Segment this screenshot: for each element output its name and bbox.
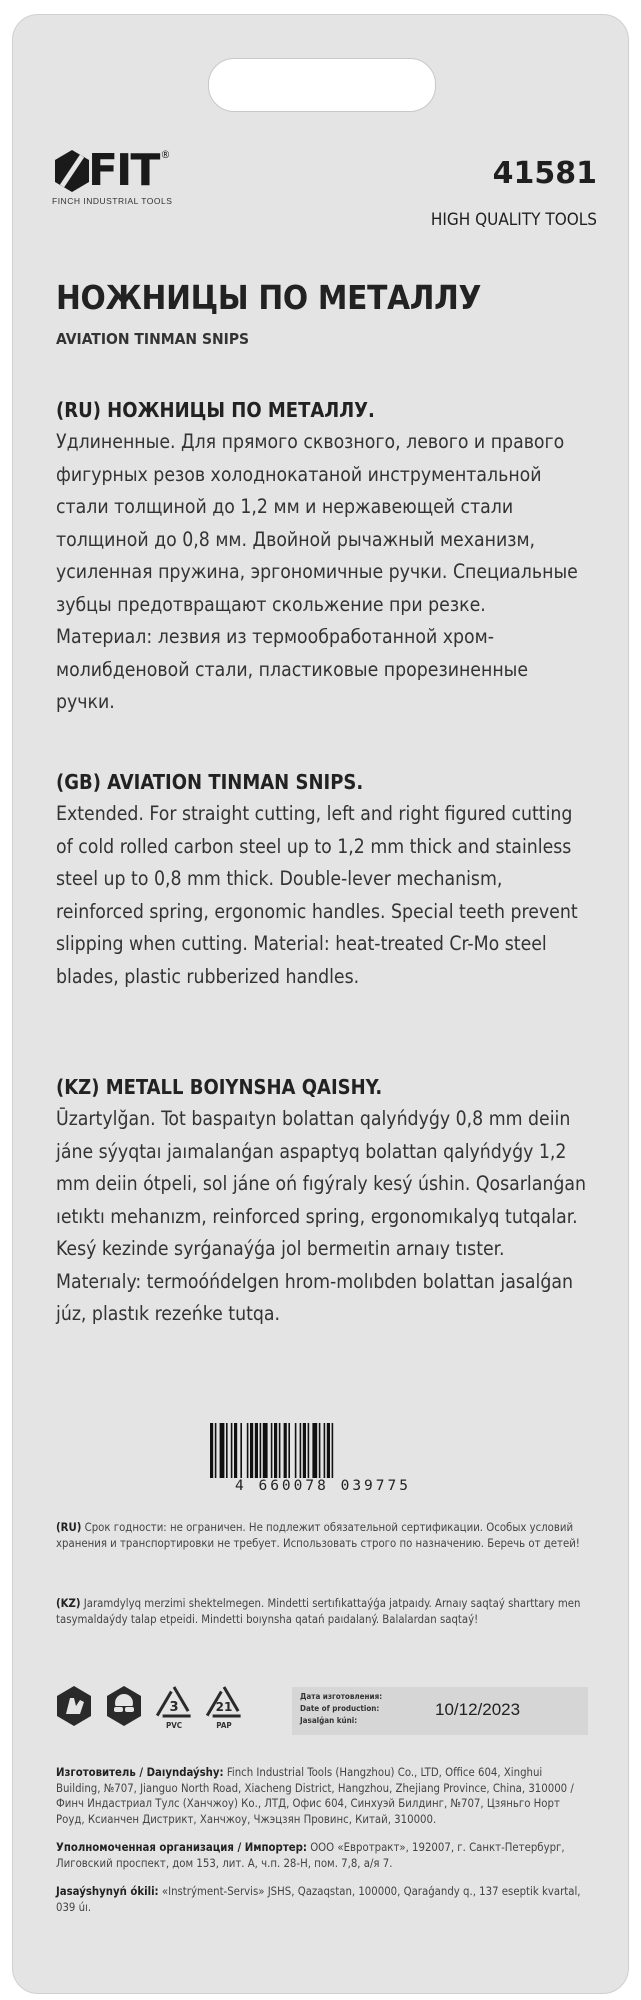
- quality-label: HIGH QUALITY TOOLS: [430, 210, 597, 230]
- section-heading: (GB) AVIATION TINMAN SNIPS.: [56, 770, 364, 794]
- recycle-number: 21: [215, 1700, 233, 1714]
- recycle-pap-icon: [204, 1684, 244, 1730]
- product-title: НОЖНИЦЫ ПО МЕТАЛЛУ: [56, 278, 482, 317]
- date-label-en: Date of production:: [300, 1704, 380, 1713]
- date-label-kz: Jasalǵan kúni:: [300, 1716, 358, 1725]
- brand-logo: [52, 145, 173, 206]
- section-heading: (KZ) METALL BOIYNSHA QAISHY.: [56, 1075, 383, 1099]
- importer-info: [56, 1840, 586, 1871]
- notice-ru: [56, 1520, 586, 1551]
- manufacturer-info: [56, 1765, 586, 1827]
- section-body: Удлиненные. Для прямого сквозного, левого и правого фигурных резов холоднокатаной инструментальной стали толщиной до 1,2 мм и нержавеющей стали толщиной до 0,8 мм. Двойной рычажный механизм, усиленная пружина, эргономичные ручки. Специальные зубцы предотвращают скольжение при резке. Материал: лезвия из термообработанной хром-молибденовой стали, пластиковые прорезиненные ручки.: [56, 430, 578, 713]
- brand-name: FIT: [88, 145, 159, 196]
- section-heading: (RU) НОЖНИЦЫ ПО МЕТАЛЛУ.: [56, 398, 375, 422]
- brand-tagline: FINCH INDUSTRIAL TOOLS: [52, 196, 173, 206]
- production-date-box: [292, 1687, 588, 1735]
- footer-text: ООО «Евротракт», 192007, г. Санкт-Петербург, Лиговский проспект, дом 153, лит. А, ч.п. 28-Н, пом. 7,8, а/я 7.: [56, 1841, 565, 1870]
- recycle-number: 3: [169, 1700, 179, 1715]
- footer-label: Уполномоченная организация / Импортер:: [56, 1841, 307, 1854]
- representative-info: [56, 1884, 586, 1915]
- recycle-pvc-icon: [154, 1684, 194, 1730]
- footer-label: Изготовитель / Daıyndaýshy:: [56, 1766, 224, 1779]
- production-date: 10/12/2023: [435, 1700, 521, 1719]
- recycle-label: PAP: [216, 1721, 232, 1730]
- notice-text: Срок годности: не ограничен. Не подлежит обязательной сертификации. Особых условий хранения и транспортировки не требует. Использовать строго по назначению. Беречь от детей!: [56, 1521, 580, 1550]
- section-body: Extended. For straight cutting, left and right figured cutting of cold rolled carbon steel up to 1,2 mm thick and stainless steel up to 0,8 mm thick. Double-lever mechanism, reinforced spring, ergonomic handles. Special teeth prevent slipping when cutting. Material: heat-treated Cr-Mo steel blades, plastic rubberized handles.: [56, 802, 578, 988]
- article-number: 41581: [492, 156, 597, 191]
- footer-text: Finch Industrial Tools (Hangzhou) Co., LTD, Office 604, Xinghui Building, №707, Jianguo North Road, Xiacheng District, Hangzhou, Zhejiang Province, China, 310000 / Финч Индастриал Тулс (Ханчжоу) Ко., ЛТД, Офис 604, Синхуэй Билдинг, №707, Цзяньго Норт Роуд, Ксианчен Дистрикт, Ханчжоу, Чжэцзян Провинс, Китай, 310000.: [56, 1766, 574, 1826]
- hang-hole: [208, 58, 436, 112]
- section-body: Ūzartylğan. Tot baspaıtyn bolattan qalyńdyǵy 0,8 mm deiin jáne sýyqtaı jaımalanǵan aspaptyq bolattan qalyńdyǵy 1,2 mm deiin ótpeli, sol jáne oń fıgýraly kesý úshin. Qosarlanǵan ıetıktı mehanızm, reinforced spring, ergonomıkalyq tutqalar. Kesý kezinde syrǵanaýǵa jol bermeıtin arnaıy tıster. Materıaly: termoóńdelgen hrom-molıbden bolattan jasalǵan júz, plastık rezeńke tutqa.: [56, 1107, 587, 1325]
- section-ru: [56, 398, 586, 719]
- grip-icon: [54, 1684, 94, 1728]
- goggles-icon: [104, 1684, 144, 1728]
- registered-mark: ®: [160, 148, 171, 161]
- notice-text: Jaramdylyq merzimi shektelmegen. Mindetti sertıfıkattaýǵa jatpaıdy. Arnaıy saqtaý sharttary men tasymaldaýdy talap etpeidi. Mindetti boıynsha qatań paıdalaný. Balalardan saqtaý!: [56, 1597, 581, 1626]
- date-label-ru: Дата изготовления:: [300, 1692, 383, 1701]
- recycle-label: PVC: [165, 1721, 183, 1730]
- barcode-number: 4 660078 039775: [208, 1478, 438, 1494]
- product-subtitle: AVIATION TINMAN SNIPS: [56, 330, 250, 348]
- footer-text: «Instrýment-Servis» JSHS, Qazaqstan, 100000, Qaraǵandy q., 137 eseptik kvartal, 039 úı.: [56, 1885, 581, 1914]
- notice-kz: [56, 1596, 586, 1627]
- notice-tag: (KZ): [56, 1597, 81, 1610]
- notice-tag: (RU): [56, 1521, 82, 1534]
- section-gb: [56, 770, 586, 993]
- fit-logo-icon: [52, 148, 92, 194]
- footer-label: Jasaýshynyń ókili:: [56, 1885, 159, 1898]
- symbol-row: [54, 1684, 244, 1730]
- section-kz: [56, 1075, 586, 1331]
